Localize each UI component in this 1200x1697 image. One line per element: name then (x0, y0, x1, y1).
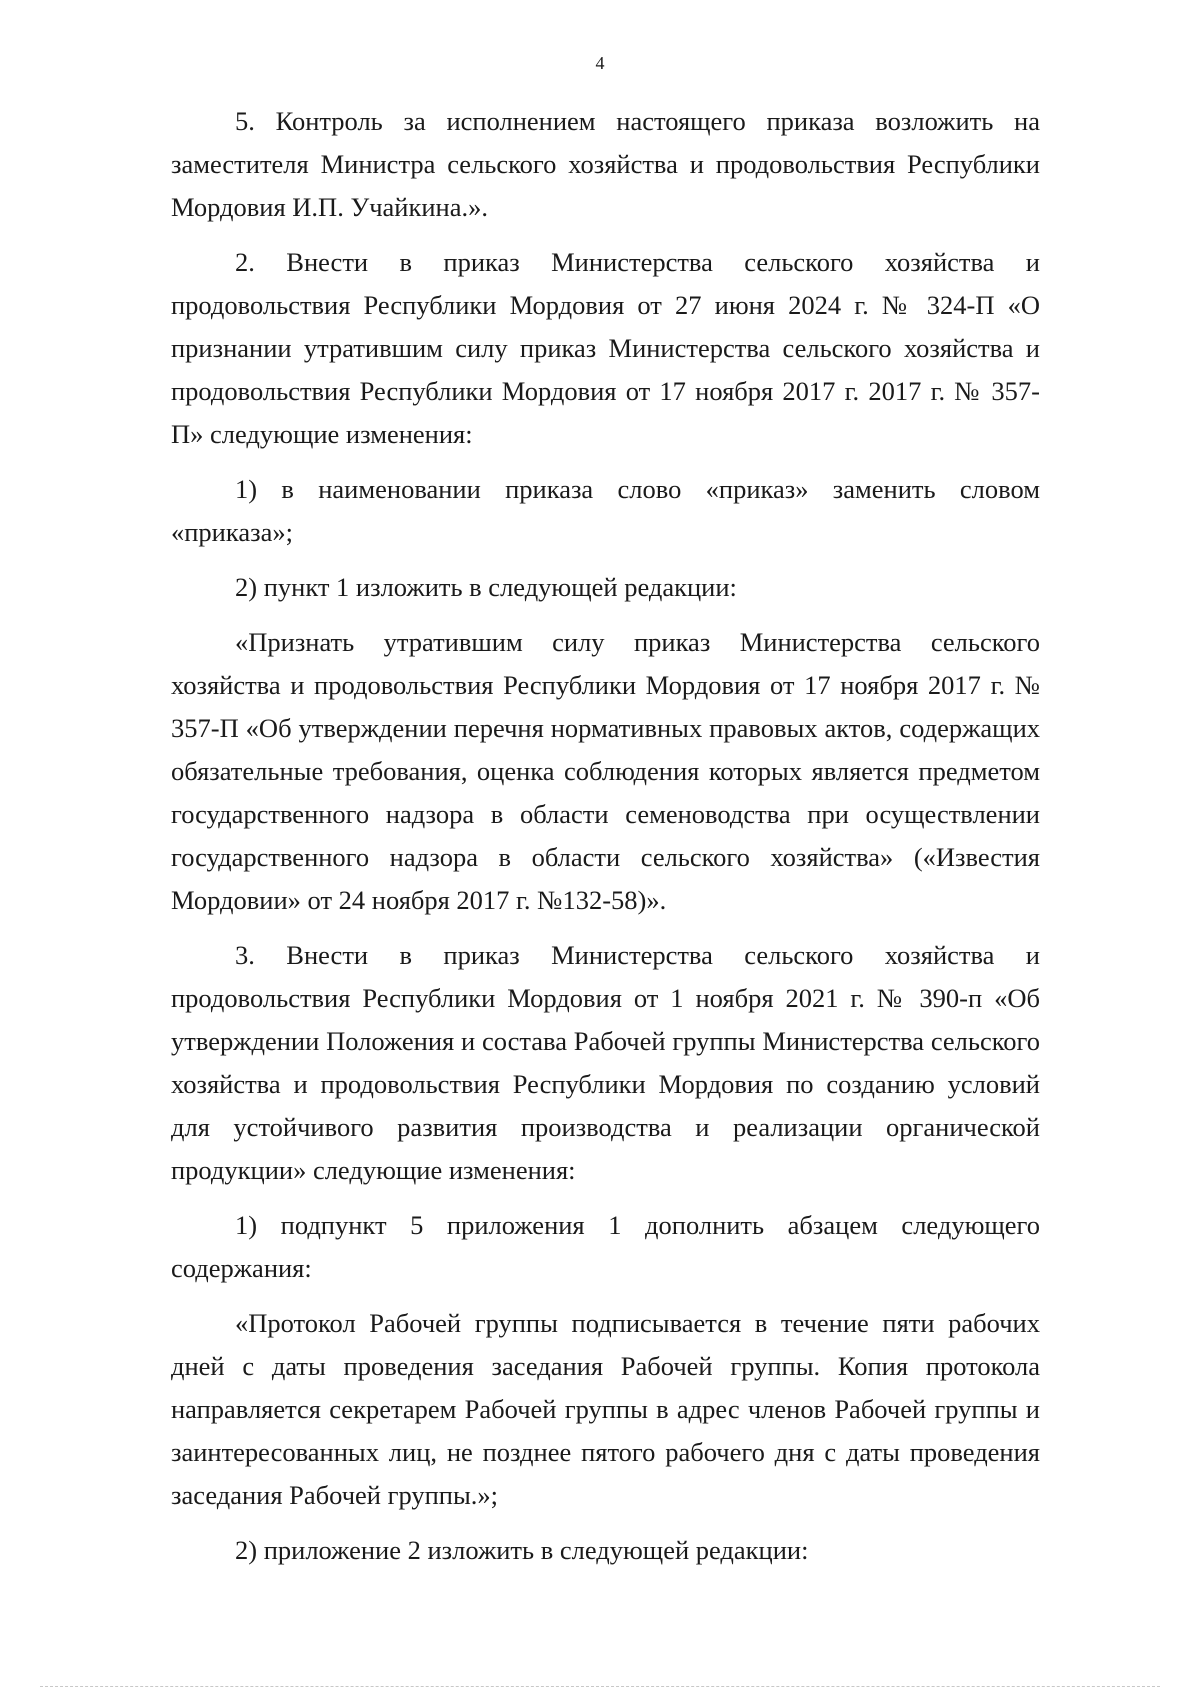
paragraph-subitem-1: 1) в наименовании приказа слово «приказ» заменить словом «приказа»; (171, 474, 1040, 547)
page-number: 4 (595, 53, 605, 73)
paragraph-subitem-1-appendix: 1) подпункт 5 приложения 1 дополнить абзацем следующего содержания: (171, 1210, 1040, 1283)
paragraph-item-5-control: 5. Контроль за исполнением настоящего приказа возложить на заместителя Министра сельского хозяйства и продовольствия Республики Мордовия И.П. Учайкина.». (171, 106, 1040, 222)
paragraph-amendment-3: 3. Внести в приказ Министерства сельского хозяйства и продовольствия Республики Мордовия от 1 ноября 2021 г. № 390-п «Об утверждении Положения и состава Рабочей группы Министерства сельского хозяйства и продовольствия Республики Мордовия по созданию условий для устойчивого развития производства и реализации органической продукции» следующие изменения: (171, 940, 1040, 1185)
paragraph-quoted-protocol: «Протокол Рабочей группы подписывается в течение пяти рабочих дней с даты проведения заседания Рабочей группы. Копия протокола направляется секретарем Рабочей группы в адрес членов Рабочей группы и заинтересованных лиц, не позднее пятого рабочего дня с даты проведения заседания Рабочей группы.»; (171, 1308, 1040, 1510)
paragraph-subitem-2: 2) пункт 1 изложить в следующей редакции: (235, 572, 737, 602)
paragraph-quoted-new-wording: «Признать утратившим силу приказ Министерства сельского хозяйства и продовольствия Республики Мордовия от 17 ноября 2017 г. № 357-П «Об утверждении перечня нормативных правовых актов, содержащих обязательные требования, оценка соблюдения которых является предметом государственного надзора в области семеноводства при осуществлении государственного надзора в области сельского хозяйства» («Известия Мордовии» от 24 ноября 2017 г. №132-58)». (171, 627, 1040, 915)
document-body (171, 100, 1040, 1572)
paragraph-subitem-2-appendix: 2) приложение 2 изложить в следующей редакции: (235, 1535, 809, 1565)
scan-edge-divider (40, 1686, 1160, 1687)
paragraph-amendment-2: 2. Внести в приказ Министерства сельского хозяйства и продовольствия Республики Мордовия от 27 июня 2024 г. № 324-П «О признании утратившим силу приказ Министерства сельского хозяйства и продовольствия Республики Мордовия от 17 ноября 2017 г. 2017 г. № 357-П» следующие изменения: (171, 247, 1040, 449)
